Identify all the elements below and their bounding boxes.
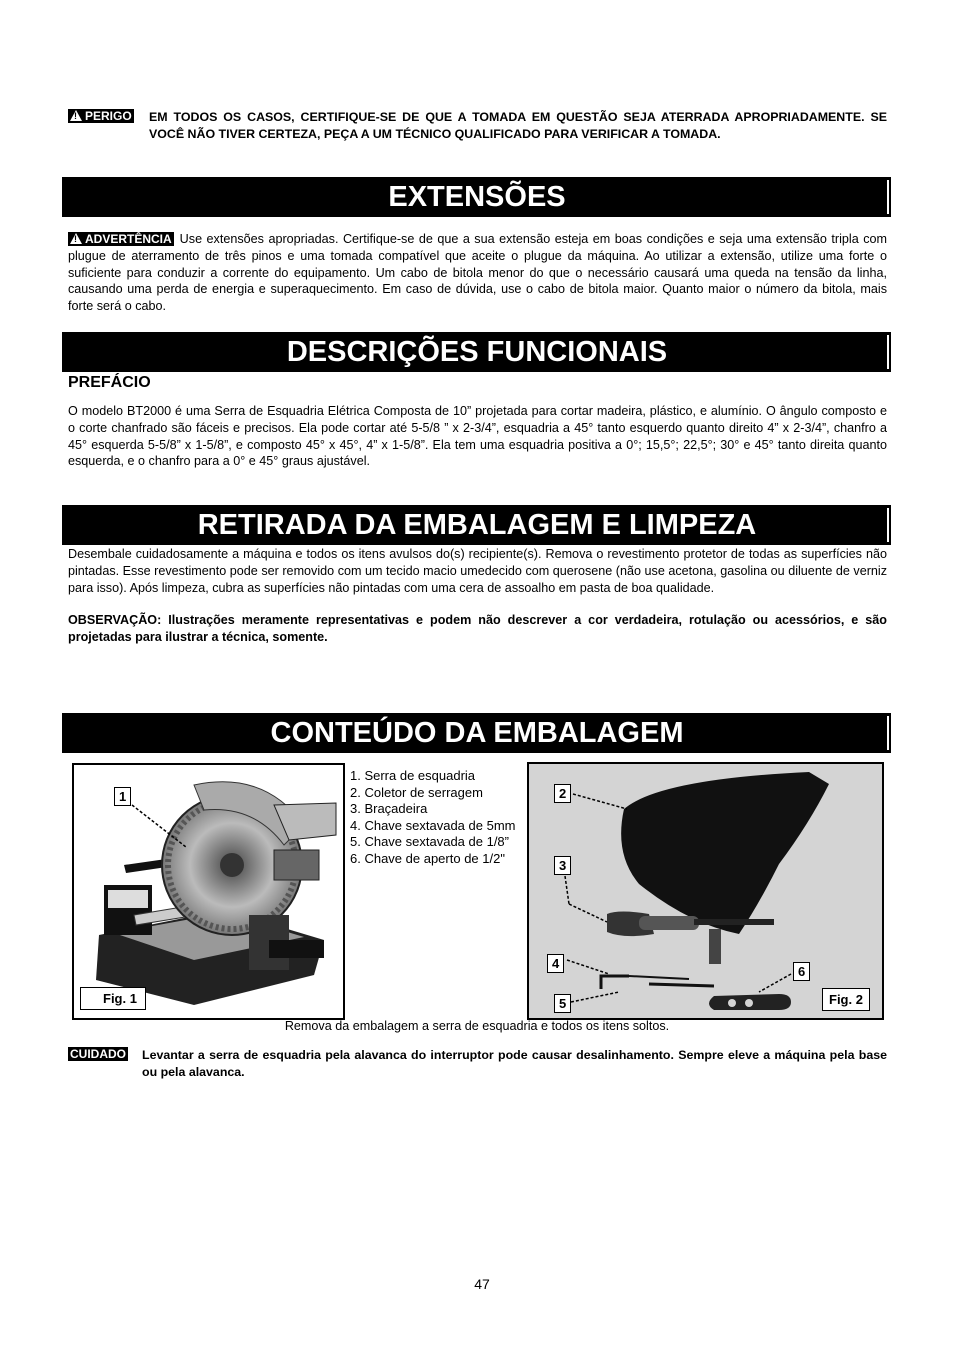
warning-triangle-icon <box>70 233 82 244</box>
section-banner-descricoes <box>62 332 892 372</box>
retirada-note: OBSERVAÇÃO: Ilustrações meramente representativas e podem não descrever a cor verdadeira, rotulação ou acessórios, e são projetadas para ilustrar a técnica, somente. <box>68 613 887 644</box>
extensoes-paragraph <box>68 231 887 315</box>
callout-4: 4 <box>547 954 564 973</box>
callout-1: 1 <box>114 787 131 806</box>
section-title-descricoes: DESCRIÇÕES FUNCIONAIS <box>286 336 668 368</box>
package-contents-list <box>350 768 525 868</box>
section-title-extensoes: EXTENSÕES <box>388 181 566 213</box>
page-number: 47 <box>474 1276 490 1292</box>
section-title-retirada: RETIRADA DA EMBALAGEM E LIMPEZA <box>197 509 757 541</box>
callout-3: 3 <box>554 856 571 875</box>
figure-caption: Remova da embalagem a serra de esquadria e todos os itens soltos. <box>284 1019 670 1033</box>
list-item: 6. Chave de aperto de 1/2" <box>350 850 505 866</box>
list-item: 4. Chave sextavada de 5mm <box>350 817 516 833</box>
callout-5: 5 <box>554 994 571 1013</box>
list-item: 3. Braçadeira <box>350 801 428 817</box>
section-banner-retirada <box>62 505 892 545</box>
retirada-text: Desembale cuidadosamente a máquina e todos os itens avulsos do(s) recipiente(s). Remova o revestimento protetor de todas as superfícies não pintadas. Esse revestimento pode ser removido com um tecido macio umedecido com querosene (não use acetona, gasolina ou diluente de verniz para isso). Após limpeza, cubra as superfícies não pintadas com uma cera de assoalho em pasta de boa qualidade. <box>68 547 887 595</box>
list-item: 2. Coletor de serragem <box>350 784 483 800</box>
list-item: 1. Serra de esquadria <box>350 768 476 783</box>
perigo-tag-label: PERIGO <box>85 109 132 123</box>
callout-1-leader <box>74 765 343 1018</box>
advertencia-tag-label: ADVERTÊNCIA <box>85 232 172 246</box>
section-title-conteudo: CONTEÚDO DA EMBALAGEM <box>270 717 684 749</box>
callout-2: 2 <box>554 784 571 803</box>
prefacio-text: O modelo BT2000 é uma Serra de Esquadria Elétrica Composta de 10” projetada para cortar madeira, plástico, e alumínio. O ângulo composto e o corte chanfrado são fáceis e precisos. Ela pode cortar até 5-5/8 ” x 2-3/4”, esquadria a 45° tanto esquerdo quanto direito 4” x 2-3/4”, chanfro a 45° esquerda 5-5/8” x 1-5/8”, e composto 45° x 45°, 4” x 1-5/8”. Ela tem uma esquadria positiva a 0°; 15,5°; 22,5°; 30° e 45° tanto direita quanto esquerda, e o chanfro para a 0° e 45° graus ajustável. <box>68 404 887 469</box>
section-banner-conteudo <box>62 713 892 753</box>
figure-1-label: Fig. 1 <box>80 987 146 1010</box>
callout-leaders-fig2 <box>529 764 882 1018</box>
cuidado-text: Levantar a serra de esquadria pela alavanca do interruptor pode causar desalinhamento. Sempre eleve a máquina pela base ou pela alavanca. <box>142 1048 887 1079</box>
prefacio-heading: PREFÁCIO <box>68 374 151 391</box>
advertencia-tag <box>68 232 174 246</box>
cuidado-tag: CUIDADO <box>70 1047 126 1061</box>
list-item: 5. Chave sextavada de 1/8” <box>350 834 509 850</box>
perigo-text: EM TODOS OS CASOS, CERTIFIQUE-SE DE QUE A TOMADA EM QUESTÃO SEJA ATERRADA APROPRIADAMENTE. SE VOCÊ NÃO TIVER CERTEZA, PEÇA A UM TÉCNICO QUALIFICADO PARA VERIFICAR A TOMADA. <box>149 110 887 142</box>
extensoes-text: Use extensões apropriadas. Certifique-se de que a sua extensão esteja em boas condições e seja uma extensão tripla com plugue de aterramento de três pinos e uma tomada compatível que aceite o plugue da máquina. Ao utilizar a extensão, utilize uma forte o suficiente para conduzir a corrente do equipamento. Um cabo de bitola menor do que o necessário causará uma queda na tensão da linha, causando uma perda de energia e superaquecimento. Em caso de dúvida, use o cabo de bitola maior. Quanto maior o número da bitola, mais forte será o cabo. <box>68 232 887 314</box>
section-banner-extensoes <box>62 177 892 217</box>
figure-2-label: Fig. 2 <box>822 988 870 1011</box>
figure-1-miter-saw <box>72 763 345 1020</box>
warning-triangle-icon <box>70 110 82 121</box>
perigo-tag <box>68 109 134 123</box>
figure-2-loose-items <box>527 762 884 1020</box>
callout-6: 6 <box>793 962 810 981</box>
